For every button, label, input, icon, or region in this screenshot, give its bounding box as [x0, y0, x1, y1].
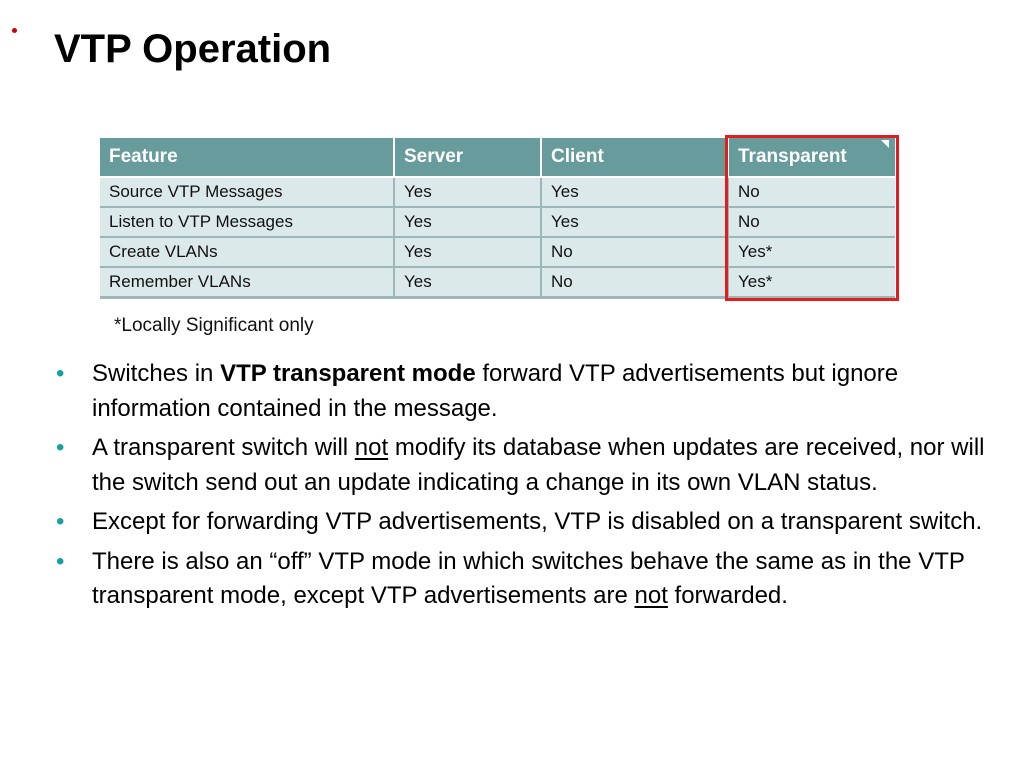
table-row	[100, 177, 895, 207]
bullet-bold-text: VTP transparent mode	[220, 360, 476, 387]
corner-fold-icon	[881, 140, 889, 148]
table-cell: Remember VLANs	[100, 267, 394, 298]
bullet-item	[56, 545, 991, 614]
table-row	[100, 237, 895, 267]
table-cell: Yes	[394, 237, 541, 267]
bullet-text: forward VTP advertisements but ignore information contained in the message.	[92, 360, 899, 422]
table-cell: Listen to VTP Messages	[100, 207, 394, 237]
bullet-text: Except for forwarding VTP advertisements, VTP is disabled on a transparent switch.	[92, 508, 983, 535]
header-client: Client	[541, 138, 728, 177]
bullet-item	[56, 505, 991, 540]
table-cell: Yes	[394, 177, 541, 207]
slide-title: VTP Operation	[54, 27, 332, 71]
table-cell: Create VLANs	[100, 237, 394, 267]
table-cell: No	[728, 207, 895, 237]
table-row	[100, 267, 895, 298]
bullet-underlined-text: not	[354, 434, 389, 461]
bullet-icon: •	[56, 360, 65, 387]
corner-dot-decoration	[12, 28, 17, 33]
table-cell: Yes	[394, 267, 541, 298]
table-cell: No	[541, 237, 728, 267]
header-server: Server	[394, 138, 541, 177]
table-cell: Source VTP Messages	[100, 177, 394, 207]
table-cell: Yes	[394, 207, 541, 237]
vtp-mode-table-container	[100, 138, 897, 299]
bullet-text: forwarded.	[667, 582, 788, 609]
table-cell: Yes*	[728, 267, 895, 298]
bullet-item	[56, 357, 991, 426]
bullet-item	[56, 431, 991, 500]
header-transparent	[728, 138, 895, 177]
table-row	[100, 207, 895, 237]
bullet-list	[56, 357, 991, 619]
bullet-text: There is also an “off” VTP mode in which switches behave the same as in the VTP transparent mode, except VTP advertisements are	[92, 547, 965, 609]
table-cell: Yes	[541, 177, 728, 207]
bullet-text: Switches in	[92, 360, 221, 387]
table-cell: No	[541, 267, 728, 298]
vtp-mode-table	[100, 138, 895, 299]
header-feature: Feature	[100, 138, 394, 177]
table-cell: Yes	[541, 207, 728, 237]
header-transparent-label: Transparent	[738, 146, 847, 167]
bullet-text: A transparent switch will	[92, 434, 355, 461]
bullet-icon: •	[56, 508, 65, 535]
table-cell: No	[728, 177, 895, 207]
table-cell: Yes*	[728, 237, 895, 267]
bullet-underlined-text: not	[634, 582, 668, 609]
table-header-row	[100, 138, 895, 177]
table-footnote: *Locally Significant only	[114, 315, 314, 336]
bullet-text: modify its database when updates are received, nor will the switch send out an update indicating a change in its own VLAN status.	[92, 434, 985, 496]
bullet-icon: •	[56, 434, 65, 461]
bullet-icon: •	[56, 547, 65, 575]
